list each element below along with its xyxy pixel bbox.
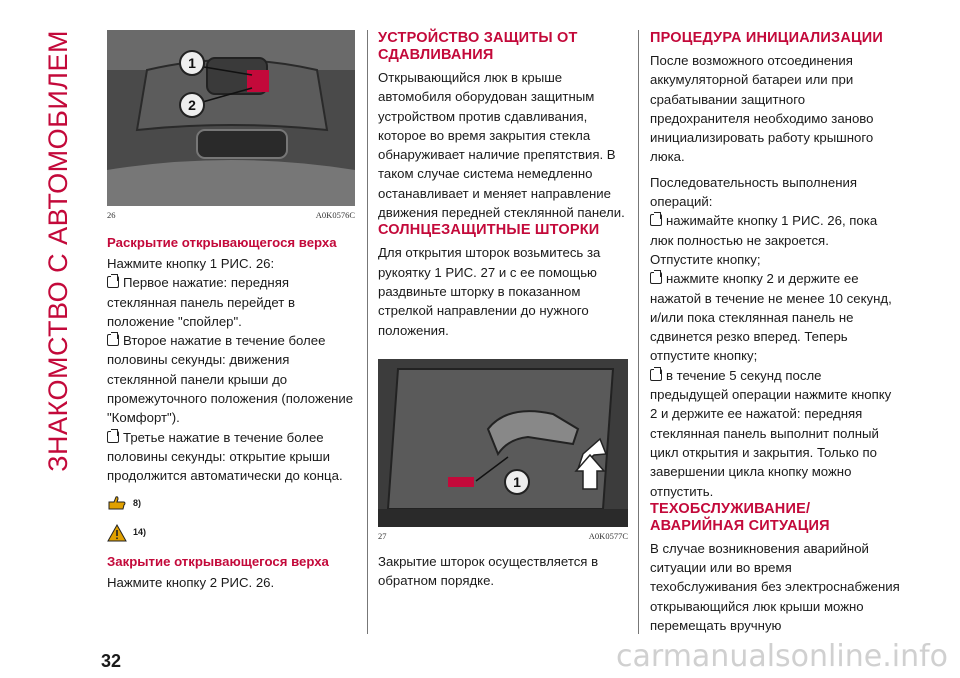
figure-26-number: 26 bbox=[107, 210, 116, 220]
roof-console-illustration bbox=[107, 30, 355, 206]
sunshades-closing-text: Закрытие шторок осуществляется в обратном порядке. bbox=[378, 553, 599, 589]
step-2-text: нажмите кнопку 2 и держите ее нажатой в течение не менее 10 секунд, и/или пока стеклянная панель не сдвинется резко вперед. Теперь отпустите кнопку; bbox=[650, 271, 892, 364]
figure-27-callout-1: 1 bbox=[504, 469, 530, 495]
bullet-second-press bbox=[107, 331, 355, 427]
warning-14 bbox=[107, 523, 355, 542]
section-side-title bbox=[38, 30, 78, 472]
column-divider-1 bbox=[367, 30, 368, 634]
figure-27-image bbox=[378, 359, 628, 527]
step-2 bbox=[650, 269, 900, 365]
heading-sunshades: СОЛНЦЕЗАЩИТНЫЕ ШТОРКИ bbox=[378, 222, 600, 239]
figure-26-code: A0K0576C bbox=[315, 210, 355, 220]
bullet-first-press bbox=[107, 273, 355, 331]
figure-26-callout-2: 2 bbox=[179, 92, 205, 118]
hand-note-icon bbox=[107, 495, 127, 511]
bullet-second-press-text: Второе нажатие в течение более половины секунды: движения стеклянной панели крыши до промежуточного положения (положение "Комфорт"). bbox=[107, 333, 354, 426]
watermark: carmanualsonline.info bbox=[616, 639, 948, 674]
bullet-icon bbox=[107, 334, 119, 346]
heading-pinch-protection: УСТРОЙСТВО ЗАЩИТЫ ОТ СДАВЛИВАНИЯ bbox=[378, 30, 578, 63]
heading-opening: Раскрытие открывающегося верха bbox=[107, 235, 337, 250]
heading-initialization: ПРОЦЕДУРА ИНИЦИАЛИЗАЦИИ bbox=[650, 30, 884, 46]
warning-14-ref: 14) bbox=[133, 526, 147, 537]
page-number: 32 bbox=[101, 651, 122, 671]
warning-triangle-icon bbox=[107, 524, 127, 542]
pinch-protection-text: Открывающийся люк в крыше автомобиля оборудован защитным устройством против сдавливания, которое во время закрытия стекла обнаруживает наличие препятствия. В таком случае система немедленно останавливает и меняет направление движения передней стеклянной панели. bbox=[378, 70, 625, 221]
sequence-intro: Последовательность выполнения операций: bbox=[650, 174, 857, 210]
figure-26-image bbox=[107, 30, 355, 206]
figure-26-callout-1: 1 bbox=[179, 50, 205, 76]
heading-closing: Закрытие открывающегося верха bbox=[107, 554, 329, 570]
step-3 bbox=[650, 366, 900, 501]
sunshade-handle-illustration bbox=[378, 359, 628, 527]
column-1 bbox=[107, 30, 355, 592]
intro-press-button-1: Нажмите кнопку 1 РИС. 26: bbox=[107, 256, 275, 271]
heading-maintenance-emergency: ТЕХОБСЛУЖИВАНИЕ/ АВАРИЙНАЯ СИТУАЦИЯ bbox=[650, 500, 830, 534]
bullet-icon bbox=[107, 276, 119, 288]
note-8 bbox=[107, 494, 355, 513]
bullet-first-press-text: Первое нажатие: передняя стеклянная панель перейдет в положение "спойлер". bbox=[107, 275, 295, 329]
column-divider-2 bbox=[638, 30, 639, 634]
section-side-title-text: ЗНАКОМСТВО С АВТОМОБИЛЕМ bbox=[42, 30, 73, 472]
step-1-release: Отпустите кнопку; bbox=[650, 251, 761, 267]
bullet-third-press bbox=[107, 428, 355, 486]
bullet-icon bbox=[107, 431, 119, 443]
initialization-text: После возможного отсоединения аккумуляторной батареи или при срабатывании защитного предохранителя необходимо заново инициализировать работу крышного люка. bbox=[650, 53, 874, 165]
note-8-ref: 8) bbox=[133, 497, 142, 508]
column-2 bbox=[378, 30, 628, 590]
step-1-text: нажимайте кнопку 1 РИС. 26, пока люк полностью не закроется. bbox=[650, 213, 878, 248]
column-3 bbox=[650, 30, 900, 635]
figure-27-caption bbox=[378, 530, 628, 542]
bullet-icon bbox=[650, 369, 662, 381]
bullet-icon bbox=[650, 214, 662, 226]
step-3-text: в течение 5 секунд после предыдущей операции нажмите кнопку 2 и держите ее нажатой: передняя стеклянная панель выполнит полный цикл открытия и закрытия. Только по завершении цикла кнопку можно отпустить. bbox=[650, 367, 892, 499]
maintenance-emergency-text: В случае возникновения аварийной ситуации или во время техобслуживания без электроснабжения открывающийся люк крыши можно перемещать вручную bbox=[650, 540, 900, 634]
step-1 bbox=[650, 211, 900, 250]
figure-27-number: 27 bbox=[378, 530, 387, 541]
sunshades-text: Для открытия шторок возьмитесь за рукоятку 1 РИС. 27 и с ее помощью раздвиньте шторку в показанном стрелкой направлении до нужного положения. bbox=[378, 245, 601, 338]
bullet-icon bbox=[650, 272, 662, 284]
closing-press-button-2: Нажмите кнопку 2 РИС. 26. bbox=[107, 575, 275, 591]
figure-26-caption bbox=[107, 209, 355, 221]
bullet-third-press-text: Третье нажатие в течение более половины секунды: открытие крыши продолжится автоматически до конца. bbox=[107, 429, 343, 484]
figure-27-code: A0K0577C bbox=[588, 530, 628, 541]
